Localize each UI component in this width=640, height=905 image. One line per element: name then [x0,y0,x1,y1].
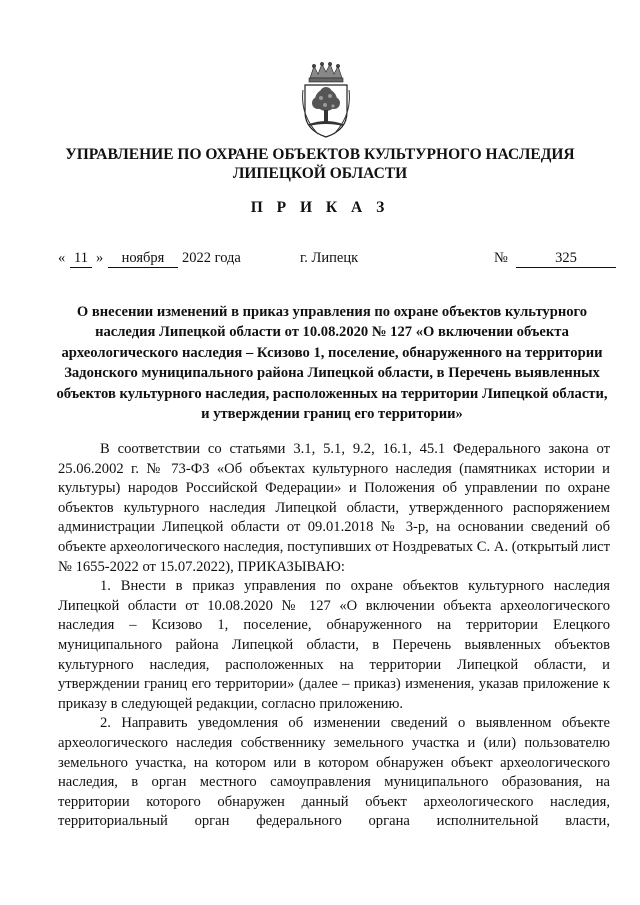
organization-name-line1: УПРАВЛЕНИЕ ПО ОХРАНЕ ОБЪЕКТОВ КУЛЬТУРНОГО НАСЛЕДИЯ [65,146,575,163]
document-number: 325 [516,250,616,268]
paragraph-item-1: 1. Внести в приказ управления по охране объектов культурного наследия Липецкой области от 10.08.2020 № 127 «О включении объекта археологического наследия – Ксизово 1, поселение, обнаруженного на территории Елецкого муниципального района Липецкой области, в Перечень выявленных объектов культурного наследия, расположенных на территории Липецкой области, и утверждении границ его территории» (далее – приказ) изменения, указав приложение к приказу в следующей редакции, согласно приложению. [58,578,610,712]
date-year: 2022 года [182,250,241,266]
number-label: № [494,250,508,266]
paragraph-item-2: 2. Направить уведомления об изменении сведений о выявленном объекте археологического наследия собственнику земельного участка и (или) пользователю земельного участка, на котором или в котором обнаружен объект археологического наследия, в орган местного самоуправления муниципального образования, на территории которого обнаружен данный объект археологического наследия, территориальный орган федерального органа исполнительной власти, [58,715,610,830]
paragraph-preamble: В соответствии со статьями 3.1, 5.1, 9.2, 16.1, 45.1 Федерального закона от 25.06.2002 г. № 73-ФЗ «Об объектах культурного наследия (памятниках истории и культуры) народов Российской Федерации» и Положения об управлении по охране объектов культурного наследия Липецкой области, утвержденного распоряжением администрации Липецкой области от 09.01.2018 № 3-р, на основании сведений об объекте археологического наследия, поступивших от Ноздреватых С. А. (открытый лист № 1655-2022 от 15.07.2022), ПРИКАЗЫВАЮ: [58,441,610,575]
city: г. Липецк [300,250,359,266]
document-body [58,440,610,832]
document-title: О внесении изменений в приказ управления по охране объектов культурного наследия Липецкой области от 10.08.2020 № 127 «О включении объекта археологического наследия – Ксизово 1, поселение, обнаруженного на территории Задонского муниципального района Липецкой области, в Перечень выявленных объектов культурного наследия, расположенных на территории Липецкой области, и утверждении границ его территории» [56,304,608,423]
date-number-line [58,250,618,272]
organization-name-line2: ЛИПЕЦКОЙ ОБЛАСТИ [232,165,408,182]
coat-of-arms-emblem [300,60,352,140]
document-type-heading: П Р И К А З [250,199,390,216]
quote-open: « [58,250,66,266]
date-day: 11 [70,250,92,268]
date-month: ноября [108,250,178,268]
quote-close: » [96,250,104,266]
